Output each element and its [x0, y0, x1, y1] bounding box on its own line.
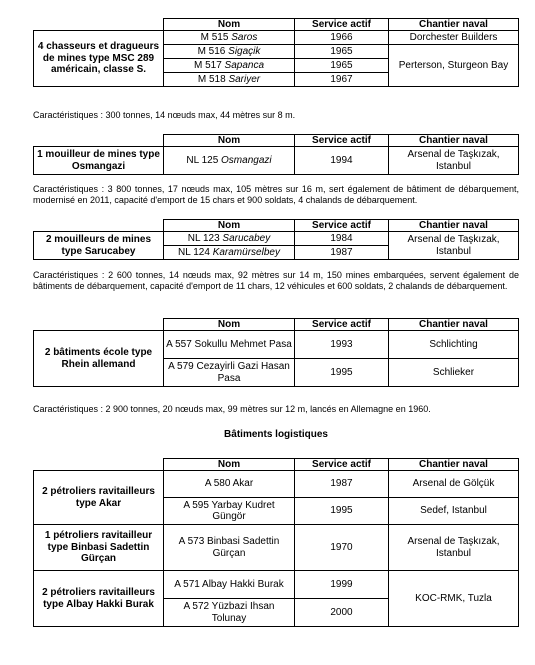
table-row [34, 525, 519, 571]
table-header-row [34, 459, 519, 471]
ship-name: M 515 Saros [164, 31, 295, 45]
header-service: Service actif [295, 135, 389, 147]
header-nom: Nom [164, 319, 295, 331]
table-minelayer-osmangazi [33, 134, 519, 175]
ship-type: 2 pétroliers ravitailleurs type Akar [34, 471, 164, 525]
ship-yard: Arsenal de Taşkızak, Istanbul [389, 525, 519, 571]
ship-name: NL 123 Sarucabey [164, 232, 295, 246]
specifications-text: Caractéristiques : 300 tonnes, 14 nœuds max, 44 mètres sur 8 m. [33, 110, 296, 120]
ship-yard: Dorchester Builders [389, 31, 519, 45]
header-nom: Nom [164, 19, 295, 31]
ship-name: M 516 Sigaçik [164, 45, 295, 59]
ship-year: 1970 [295, 525, 389, 571]
ship-name: M 517 Sapanca [164, 59, 295, 73]
ship-year: 1999 [295, 571, 389, 599]
ship-year: 1995 [295, 498, 389, 525]
ship-name: NL 124 Karamürselbey [164, 246, 295, 260]
ship-yard: Arsenal de Taşkızak, Istanbul [389, 232, 519, 260]
ship-name: NL 125 Osmangazi [164, 147, 295, 175]
specifications-text: Caractéristiques : 2 900 tonnes, 20 nœuds max, 99 mètres sur 12 m, lancés en Allemagne en 1960. [33, 404, 431, 414]
specifications-text: Caractéristiques : 3 800 tonnes, 17 nœuds max, 105 mètres sur 16 m, sert également de bâtiment de débarquement, modernisé en 2011, capacité d'emport de 15 chars et 900 soldats, 4 chalands de débarquement. [33, 184, 519, 205]
ship-name: A 571 Albay Hakki Burak [164, 571, 295, 599]
ship-type: 2 pétroliers ravitailleurs type Albay Hakki Burak [34, 571, 164, 627]
header-chantier: Chantier naval [389, 220, 519, 232]
header-service: Service actif [295, 19, 389, 31]
table-row [34, 571, 519, 599]
table-header-row [34, 135, 519, 147]
header-service: Service actif [295, 220, 389, 232]
header-chantier: Chantier naval [389, 19, 519, 31]
header-nom: Nom [164, 135, 295, 147]
ship-year: 1987 [295, 471, 389, 498]
table-row [34, 232, 519, 246]
ship-yard: Schlichting [389, 331, 519, 359]
header-chantier: Chantier naval [389, 459, 519, 471]
table-minesweepers-saros [33, 18, 519, 87]
ship-type: 1 mouilleur de mines type Osmangazi [34, 147, 164, 175]
ship-name: A 580 Akar [164, 471, 295, 498]
ship-type: 2 bâtiments école type Rhein allemand [34, 331, 164, 387]
table-minelayer-sarucabey [33, 219, 519, 260]
ship-yard: KOC-RMK, Tuzla [389, 571, 519, 627]
ship-year: 1987 [295, 246, 389, 260]
ship-year: 1984 [295, 232, 389, 246]
table-training-ships [33, 318, 519, 387]
ship-year: 1995 [295, 359, 389, 387]
table-row [34, 471, 519, 498]
ship-name: A 572 Yüzbazi Ihsan Tolunay [164, 599, 295, 627]
ship-yard: Perterson, Sturgeon Bay [389, 45, 519, 87]
ship-type: 2 mouilleurs de mines type Sarucabey [34, 232, 164, 260]
table-row [34, 147, 519, 175]
header-service: Service actif [295, 319, 389, 331]
table-header-row [34, 319, 519, 331]
specifications-text: Caractéristiques : 2 600 tonnes, 14 nœuds max, 92 mètres sur 14 m, 150 mines embarquées, servent également de bâtiments de débarquement, capacité d'emport de 11 chars, 12 véhicules et 600 soldats, 2 chalands de débarquement. [33, 270, 519, 291]
header-nom: Nom [164, 220, 295, 232]
ship-name: A 557 Sokullu Mehmet Pasa [164, 331, 295, 359]
ship-type: 4 chasseurs et dragueurs de mines type MSC 289 américain, classe S. [34, 31, 164, 87]
ship-type: 1 pétroliers ravitailleur type Binbasi Sadettin Gürçan [34, 525, 164, 571]
ship-yard: Arsenal de Gölçük [389, 471, 519, 498]
ship-yard: Schlieker [389, 359, 519, 387]
ship-name: A 579 Cezayirli Gazi Hasan Pasa [164, 359, 295, 387]
section-title: Bâtiments logistiques [224, 429, 328, 440]
ship-name: M 518 Sariyer [164, 73, 295, 87]
table-row [34, 331, 519, 359]
header-chantier: Chantier naval [389, 135, 519, 147]
header-chantier: Chantier naval [389, 319, 519, 331]
ship-year: 1965 [295, 45, 389, 59]
ship-year: 2000 [295, 599, 389, 627]
ship-year: 1966 [295, 31, 389, 45]
header-nom: Nom [164, 459, 295, 471]
table-logistic-tankers [33, 458, 519, 627]
ship-year: 1965 [295, 59, 389, 73]
ship-yard: Arsenal de Taşkızak, Istanbul [389, 147, 519, 175]
table-row [34, 31, 519, 45]
ship-name: A 595 Yarbay Kudret Güngör [164, 498, 295, 525]
ship-yard: Sedef, Istanbul [389, 498, 519, 525]
ship-year: 1967 [295, 73, 389, 87]
ship-name: A 573 Binbasi Sadettin Gürçan [164, 525, 295, 571]
ship-year: 1994 [295, 147, 389, 175]
table-header-row [34, 19, 519, 31]
header-service: Service actif [295, 459, 389, 471]
ship-year: 1993 [295, 331, 389, 359]
table-header-row [34, 220, 519, 232]
